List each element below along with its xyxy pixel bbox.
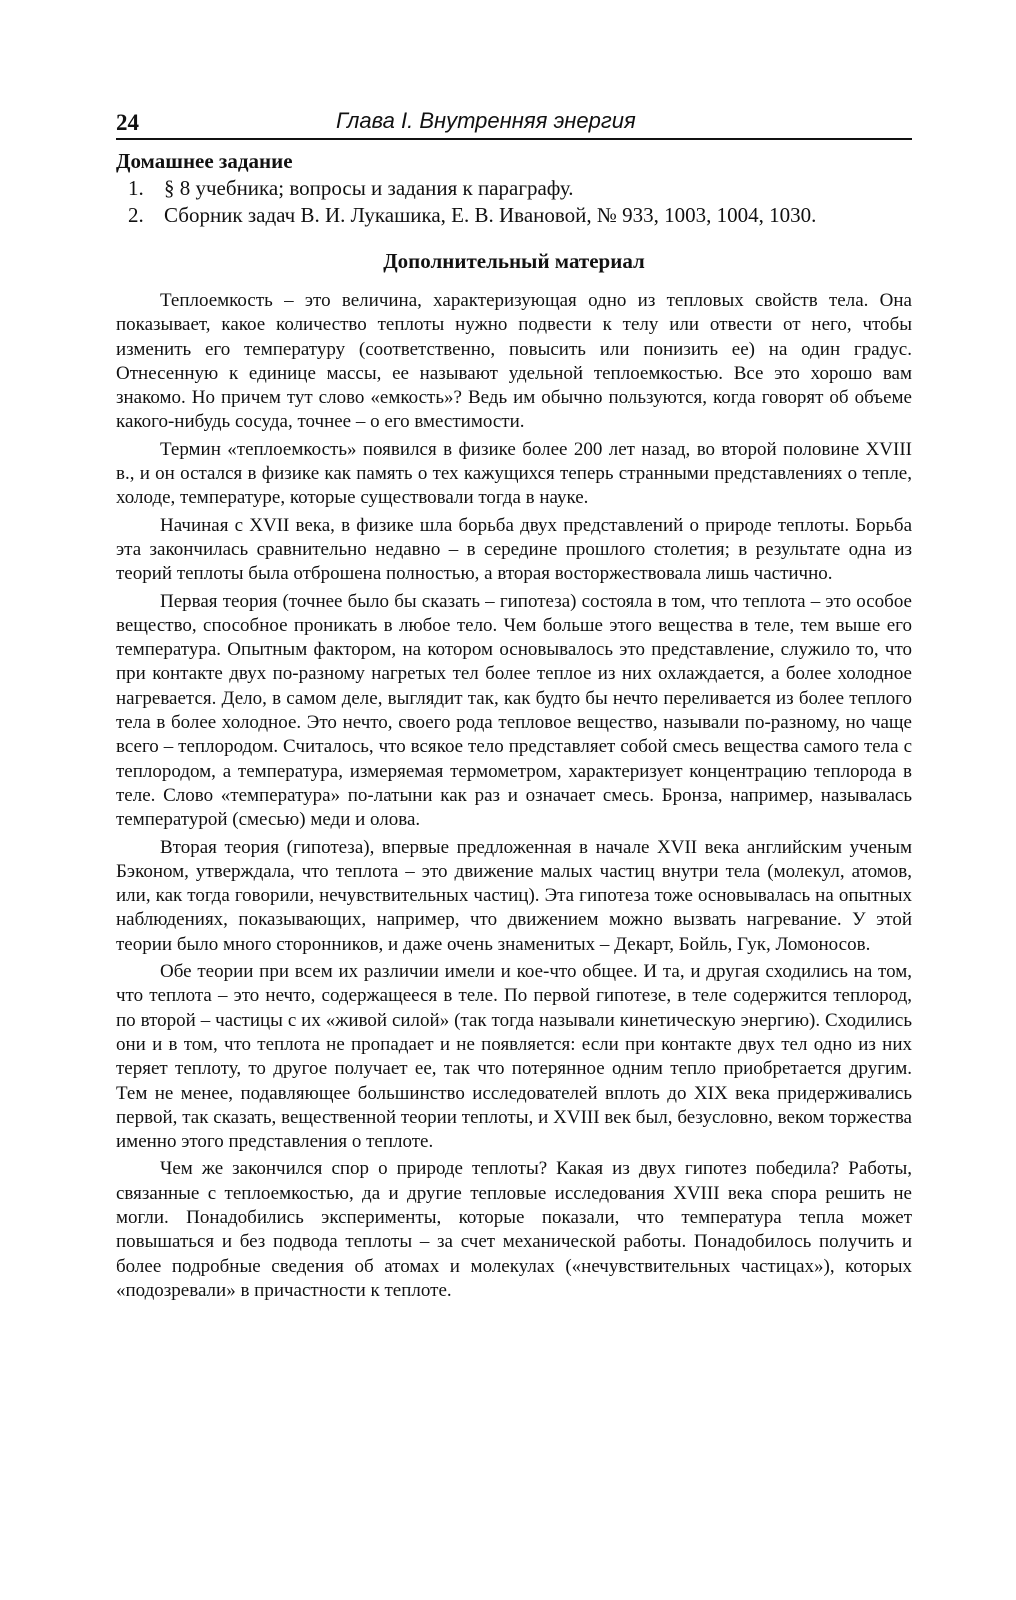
homework-list [116, 175, 912, 229]
body-paragraph: Первая теория (точнее было бы сказать – гипотеза) состояла в том, что теплота – это особое вещество, способное проникать в любое тело. Чем больше этого вещества в теле, тем выше его температура. Опытным фактором, на котором основывалось это представление, служило то, что при контакте двух по-разному нагретых тел более теплое из них охлаждается, а более холодное нагревается. Дело, в самом деле, выглядит так, как будто бы нечто переливается из более теплого тела в более холодное. Это нечто, своего рода тепловое вещество, называли по-разному, но чаще всего – теплородом. Считалось, что всякое тело представляет собой смесь вещества самого тела с теплородом, а температура, измеряемая термометром, характеризует концентрацию теплорода в теле. Слово «температура» по-латыни как раз и означает смесь. Бронза, например, называлась температурой (смесью) меди и олова. [116, 590, 912, 831]
page-number: 24 [116, 110, 139, 135]
homework-heading: Домашнее задание [116, 149, 293, 173]
chapter-title: Глава I. Внутренняя энергия [336, 108, 636, 133]
homework-item-text: Сборник задач В. И. Лукашика, Е. В. Ивановой, № 933, 1003, 1004, 1030. [164, 203, 817, 227]
body-paragraph: Начиная с XVII века, в физике шла борьба двух представлений о природе теплоты. Борьба эта закончилась сравнительно недавно – в середине прошлого столетия; в результате одна из теорий теплоты была отброшена полностью, а вторая восторжествовала лишь частично. [116, 514, 912, 585]
body-paragraph: Вторая теория (гипотеза), впервые предложенная в начале XVII века английским ученым Бэконом, утверждала, что теплота – это движение малых частиц внутри тела (молекул, атомов, или, как тогда говорили, нечувствительных частиц). Эта гипотеза тоже основывалась на опытных наблюдениях, показывающих, например, что движением можно вызвать нагревание. У этой теории было много сторонников, и даже очень знаменитых – Декарт, Бойль, Гук, Ломоносов. [116, 836, 912, 955]
homework-item-number: 2. [128, 203, 144, 227]
homework-item-number: 1. [128, 176, 144, 200]
body-paragraph: Термин «теплоемкость» появился в физике более 200 лет назад, во второй половине XVIII в., и он остался в физике как память о тех кажущихся теперь странными представлениях о тепле, холоде, температуре, которые существовали тогда в науке. [116, 438, 912, 509]
book-page [116, 100, 912, 1306]
body-paragraph: Чем же закончился спор о природе теплоты? Какая из двух гипотез победила? Работы, связанные с теплоемкостью, да и другие тепловые исследования XVIII века спора решить не могли. Понадобились эксперименты, которые показали, что температура тепла может повышаться и без подвода теплоты – за счет механической работы. Понадобилось получить и более подробные сведения об атомах и молекулах («нечувствительных частицах»), которых «подозревали» в причастности к теплоте. [116, 1158, 912, 1301]
homework-item [116, 175, 912, 202]
homework-item [116, 202, 912, 229]
extra-material-heading: Дополнительный материал [383, 249, 645, 273]
running-header [116, 100, 912, 140]
body-paragraph: Теплоемкость – это величина, характеризующая одно из тепловых свойств тела. Она показывает, какое количество теплоты нужно подвести к телу или отвести от него, чтобы изменить его температуру (соответственно, повысить или понизить ее) на один градус. Отнесенную к единице массы, ее называют удельной теплоемкостью. Все это хорошо вам знакомо. Но причем тут слово «емкость»? Ведь им обычно пользуются, когда говорят об объеме какого-нибудь сосуда, точнее – о его вместимости. [116, 290, 912, 433]
body-paragraph: Обе теории при всем их различии имели и кое-что общее. И та, и другая сходились на том, что теплота – это нечто, содержащееся в теле. По первой гипотезе, в теле содержится теплород, по второй – частицы с их «живой силой» (так тогда называли кинетическую энергию). Сходились они и в том, что теплота не пропадает и не появляется: если при контакте двух тел одно из них теряет теплоту, то другое получает ее, так что потерянное одним тепло приобретается другим. Тем не менее, подавляющее большинство исследователей вплоть до XIX века придерживались первой, так сказать, вещественной теории теплоты, и XVIII век был, безусловно, веком торжества именно этого представления о теплоте. [116, 961, 912, 1153]
homework-item-text: § 8 учебника; вопросы и задания к параграфу. [164, 176, 574, 200]
